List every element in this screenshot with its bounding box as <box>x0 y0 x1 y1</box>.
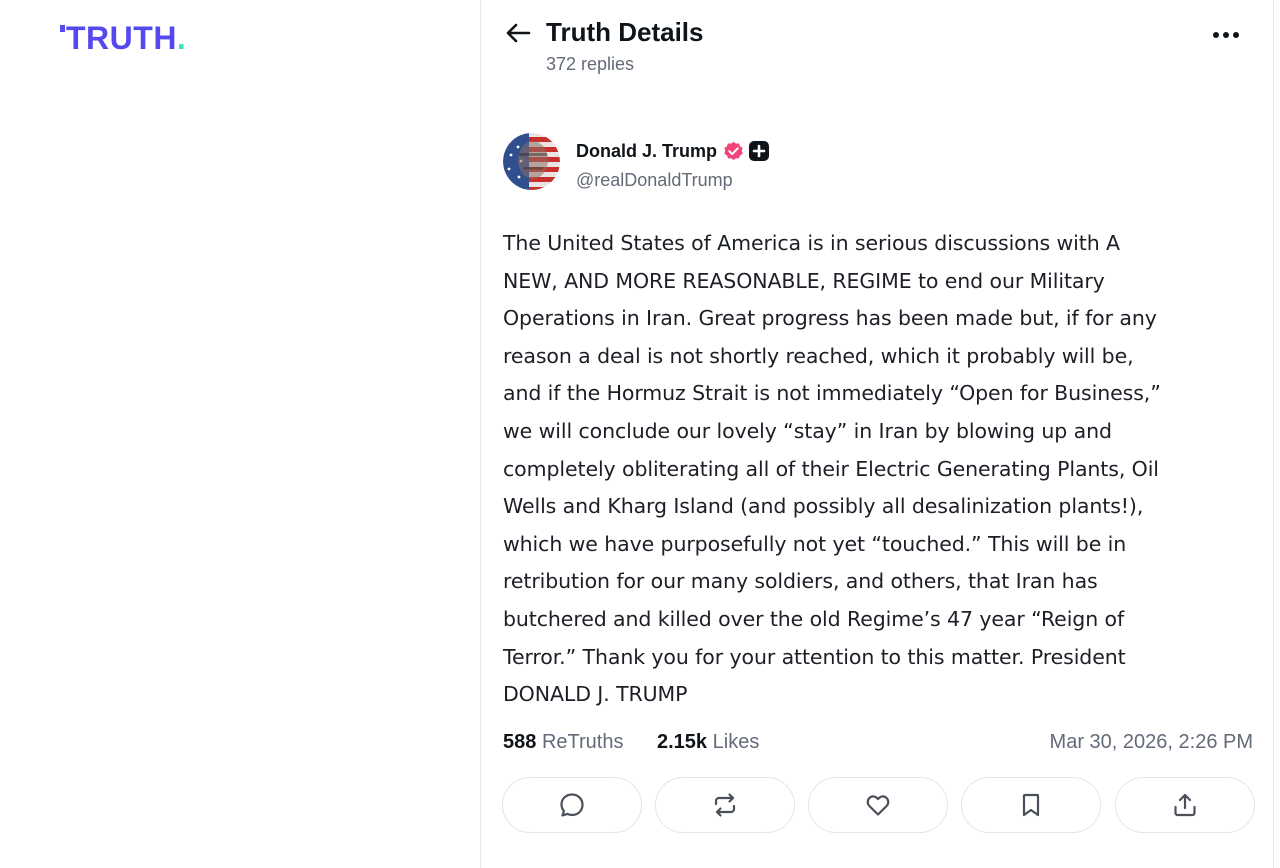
bookmark-button[interactable] <box>961 777 1101 833</box>
author-handle[interactable]: @realDonaldTrump <box>576 170 733 190</box>
post-text <box>503 225 1243 714</box>
header <box>481 0 1273 90</box>
post-text-line: which we have purposefully not yet “touched.” This will be in <box>503 531 1127 556</box>
like-button[interactable] <box>808 777 948 833</box>
post-text-line: butchered and killed over the old Regime’s 47 year “Reign of <box>503 606 1125 631</box>
post-stats <box>503 728 1253 756</box>
post-text-line: The United States of America is in serious discussions with A <box>503 231 1120 255</box>
logo-text: TRUTH <box>66 20 177 56</box>
likes-label: Likes <box>712 731 760 753</box>
logo-dot: . <box>176 20 187 56</box>
bookmark-icon <box>1017 791 1045 819</box>
post-text-line: Operations in Iran. Great progress has been made but, if for any <box>503 306 1157 331</box>
main-column <box>480 0 1274 868</box>
more-options-button[interactable] <box>1209 22 1243 48</box>
author-name-row <box>576 139 769 163</box>
post-text-line: Terror.” Thank you for your attention to this matter. President <box>503 644 1126 669</box>
post-text-line: Wells and Kharg Island (and possibly all desalinization plants!), <box>503 494 1144 519</box>
likes-count: 2.15k <box>657 731 708 753</box>
avatar[interactable] <box>503 133 560 190</box>
reply-button[interactable] <box>502 777 642 833</box>
post-timestamp: Mar 30, 2026, 2:26 PM <box>1049 731 1253 753</box>
arrow-left-icon <box>505 22 531 44</box>
post-author <box>503 133 1243 193</box>
post-text-line: reason a deal is not shortly reached, which it probably will be, <box>503 343 1134 368</box>
truth-logo[interactable] <box>60 18 186 58</box>
post-text-line: retribution for our many soldiers, and others, that Iran has <box>503 569 1098 594</box>
logo-tick <box>60 25 65 32</box>
author-name[interactable]: Donald J. Trump <box>576 141 718 161</box>
verified-badge-icon <box>723 141 744 162</box>
post-text-line: and if the Hormuz Strait is not immediately “Open for Business,” <box>503 381 1161 406</box>
left-rail <box>0 0 480 868</box>
retruths-label: ReTruths <box>541 731 624 753</box>
back-button[interactable] <box>503 18 533 48</box>
reply-icon <box>558 791 586 819</box>
share-icon <box>1171 791 1199 819</box>
post-text-line: NEW, AND MORE REASONABLE, REGIME to end our Military <box>503 268 1105 293</box>
like-icon <box>864 791 892 819</box>
post-text-line: completely obliterating all of their Electric Generating Plants, Oil <box>503 456 1159 481</box>
post-text-line: DONALD J. TRUMP <box>503 682 688 707</box>
page-title: Truth Details <box>546 17 704 47</box>
reply-count: 372 replies <box>546 54 635 74</box>
retruth-icon <box>711 791 739 819</box>
likes-stat[interactable] <box>657 728 759 756</box>
retruths-stat[interactable] <box>503 728 623 756</box>
post-text-line: we will conclude our lovely “stay” in Iran by blowing up and <box>503 418 1112 443</box>
more-horizontal-icon <box>1212 31 1240 39</box>
retruths-count: 588 <box>503 731 537 753</box>
plus-badge-icon <box>749 141 769 161</box>
avatar-image <box>503 133 560 190</box>
retruth-button[interactable] <box>655 777 795 833</box>
action-bar <box>501 777 1257 835</box>
share-button[interactable] <box>1115 777 1255 833</box>
